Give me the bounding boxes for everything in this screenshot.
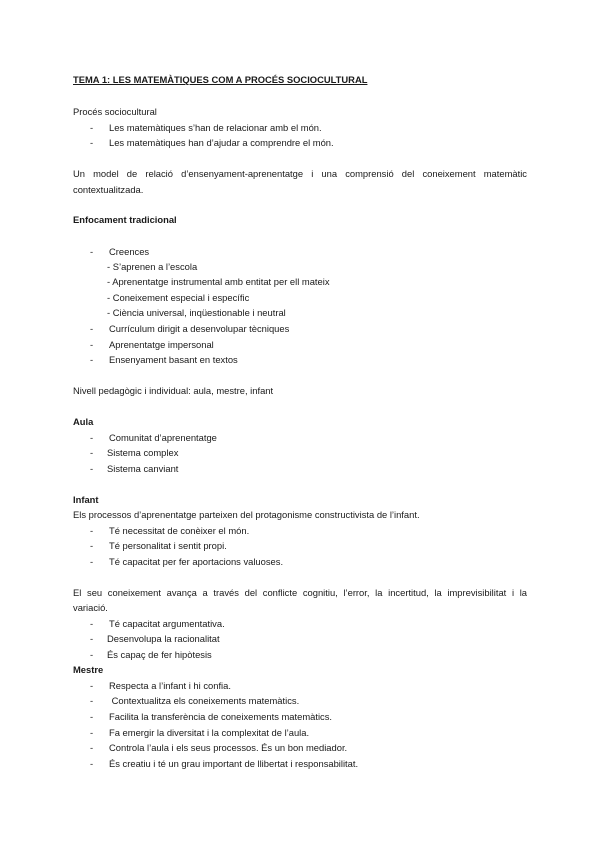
- dash: -: [90, 680, 94, 691]
- sub-item: - Aprenentatge instrumental amb entitat per ell mateix: [107, 276, 330, 287]
- dash: -: [90, 633, 94, 644]
- list-item: Controla l’aula i els seus processos. És un bon mediador.: [109, 742, 348, 753]
- infant-paragraph-line2: variació.: [73, 602, 108, 613]
- dash: -: [90, 758, 94, 769]
- document-title: TEMA 1: LES MATEMÀTIQUES COM A PROCÉS SOCIOCULTURAL: [73, 74, 368, 85]
- dash: -: [90, 339, 94, 350]
- infant-heading: Infant: [73, 494, 99, 505]
- dash: -: [90, 525, 94, 536]
- list-item: És capaç de fer hipòtesis: [107, 649, 212, 660]
- nivell-text: Nivell pedagògic i individual: aula, mestre, infant: [73, 385, 274, 396]
- dash: -: [90, 540, 94, 551]
- list-item: Té necessitat de conèixer el món.: [109, 525, 250, 536]
- dash: -: [90, 246, 94, 257]
- list-item-creences: Creences: [109, 246, 150, 257]
- list-item: Té capacitat argumentativa.: [109, 618, 225, 629]
- model-paragraph-line2: contextualitzada.: [73, 184, 144, 195]
- list-item: Currículum dirigit a desenvolupar tècniques: [109, 323, 290, 334]
- sub-item: - Ciència universal, inqüestionable i neutral: [107, 307, 286, 318]
- sub-item: - Coneixement especial i específic: [107, 292, 250, 303]
- enfocament-heading: Enfocament tradicional: [73, 214, 177, 225]
- dash: -: [90, 447, 94, 458]
- dash: -: [90, 695, 94, 706]
- dash: -: [90, 354, 94, 365]
- sub-item: - S’aprenen a l’escola: [107, 261, 198, 272]
- model-paragraph-line1: Un model de relació d’ensenyament-aprenentatge i una comprensió del coneixement matemàtic: [73, 168, 527, 179]
- list-item: Sistema canviant: [107, 463, 179, 474]
- proces-heading: Procés sociocultural: [73, 106, 157, 117]
- list-item: Té capacitat per fer aportacions valuoses.: [109, 556, 284, 567]
- dash: -: [90, 727, 94, 738]
- dash: -: [90, 711, 94, 722]
- dash: -: [90, 742, 94, 753]
- dash: -: [90, 137, 94, 148]
- aula-heading: Aula: [73, 416, 94, 427]
- list-item: Aprenentatge impersonal: [109, 339, 214, 350]
- list-item: Té personalitat i sentit propi.: [109, 540, 227, 551]
- list-item: Contextualitza els coneixements matemàtics.: [109, 695, 300, 706]
- dash: -: [90, 122, 94, 133]
- dash: -: [90, 463, 94, 474]
- list-item: Fa emergir la diversitat i la complexitat de l’aula.: [109, 727, 310, 738]
- list-item: Respecta a l’infant i hi confia.: [109, 680, 231, 691]
- list-item: Sistema complex: [107, 447, 179, 458]
- dash: -: [90, 323, 94, 334]
- list-item: Les matemàtiques han d’ajudar a comprendre el món.: [109, 137, 334, 148]
- list-item: És creatiu i té un grau important de llibertat i responsabilitat.: [109, 758, 359, 769]
- dash: -: [90, 432, 94, 443]
- list-item: Comunitat d’aprenentatge: [109, 432, 217, 443]
- list-item: Ensenyament basant en textos: [109, 354, 238, 365]
- list-item: Desenvolupa la racionalitat: [107, 633, 220, 644]
- dash: -: [90, 556, 94, 567]
- dash: -: [90, 649, 94, 660]
- mestre-heading: Mestre: [73, 664, 104, 675]
- infant-intro: Els processos d’aprenentatge parteixen del protagonisme constructivista de l’infant.: [73, 509, 420, 520]
- list-item: Les matemàtiques s’han de relacionar amb el món.: [109, 122, 322, 133]
- dash: -: [90, 618, 94, 629]
- infant-paragraph-line1: El seu coneixement avança a través del conflicte cognitiu, l’error, la incertitud, la imprevisibilitat i la: [73, 587, 527, 598]
- list-item: Facilita la transferència de coneixements matemàtics.: [109, 711, 333, 722]
